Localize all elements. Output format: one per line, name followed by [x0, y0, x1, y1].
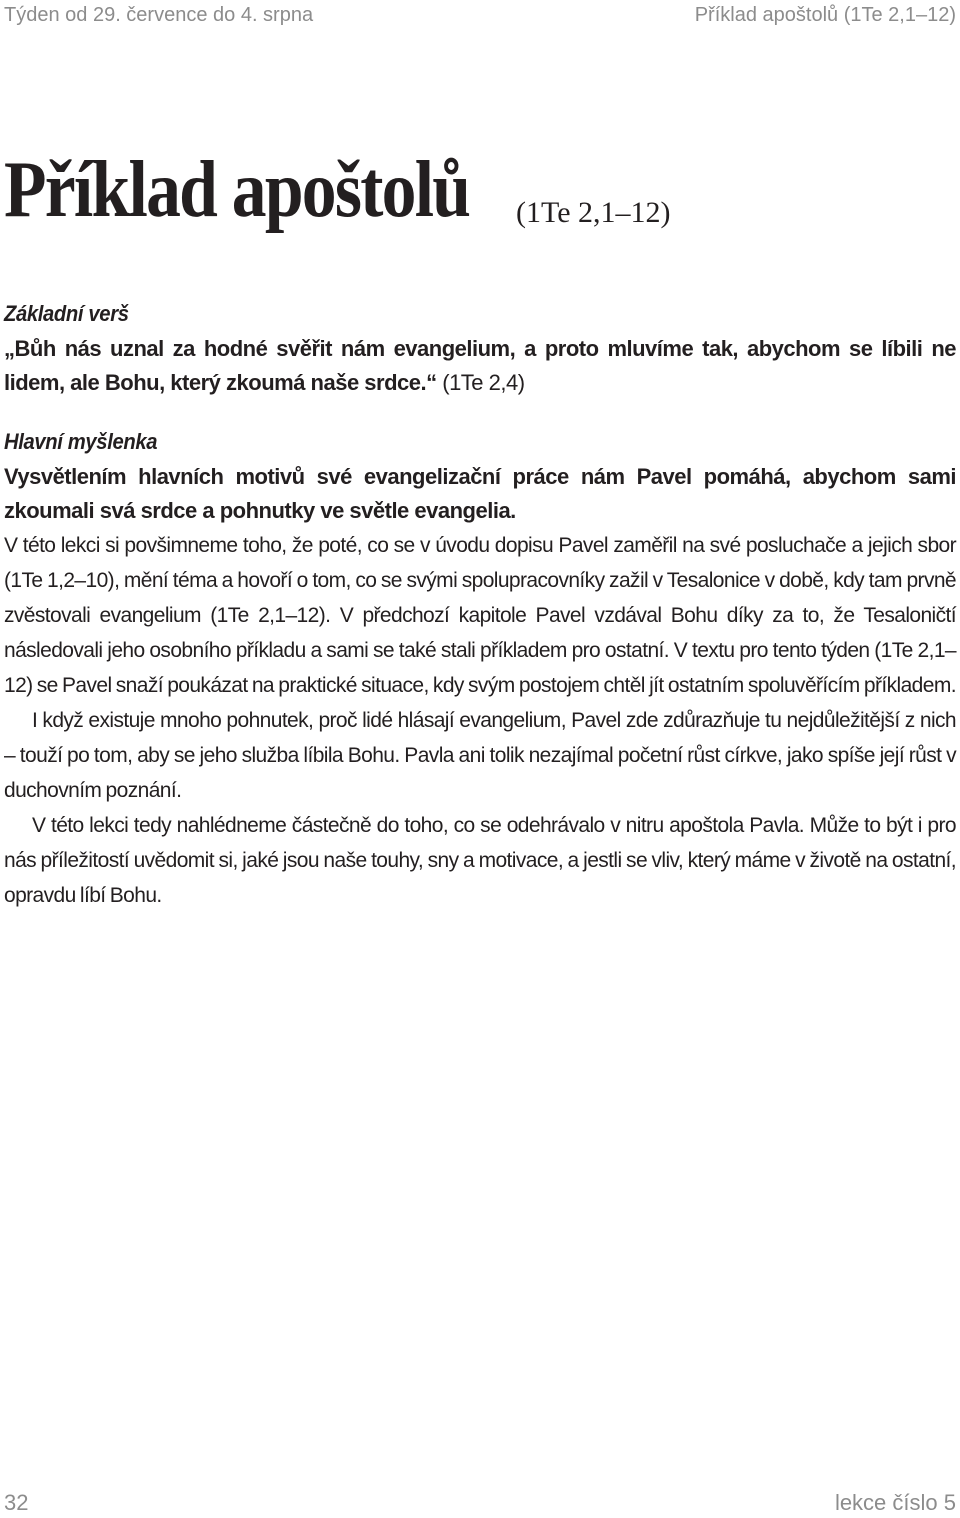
key-verse-reference: (1Te 2,4) — [436, 370, 525, 395]
running-header-lesson-title: Příklad apoštolů (1Te 2,1–12) — [694, 4, 956, 26]
lesson-content — [4, 296, 956, 913]
lesson-title-reference: (1Te 2,1–12) — [516, 196, 671, 229]
key-verse-heading: Základní verš — [4, 301, 129, 326]
lesson-title-main: Příklad apoštolů — [4, 146, 470, 234]
key-verse — [4, 332, 956, 400]
main-thought-heading: Hlavní myšlenka — [4, 429, 158, 454]
running-header — [4, 4, 956, 32]
page-number: 32 — [4, 1490, 29, 1515]
body-paragraph-1: V této lekci si povšimneme toho, že poté, co se v úvodu dopisu Pavel zaměřil na své posluchače a jejich sbor (1Te 1,2–10), mění téma a hovoří o tom, co se svými spolupracovníky zažil v Tesalonice v době, kdy tam prvně zvěstovali evangelium (1Te 2,1–12). V předchozí kapitole Pavel vzdával Bohu díky za to, že Tesaloničtí následovali jeho osobního příkladu a sami se také stali příkladem pro ostatní. V textu pro tento týden (1Te 2,1–12) se Pavel snaží poukázat na praktické situace, kdy svým postojem chtěl jít ostatním spoluvěřícím příkladem. — [4, 534, 956, 697]
lesson-title — [4, 146, 944, 234]
spacer — [4, 400, 956, 424]
key-verse-text: „Bůh nás uznal za hodné svěřit nám evangelium, a proto mluvíme tak, abychom se líbili ne lidem, ale Bohu, který zkoumá naše srdce.“ — [4, 336, 956, 395]
main-thought-text: Vysvětlením hlavních motivů své evangelizační práce nám Pavel pomáhá, abychom sami zkoumali svá srdce a pohnutky ve světle evangelia. — [4, 464, 956, 523]
lesson-number: lekce číslo 5 — [834, 1490, 956, 1515]
page-footer — [4, 1486, 956, 1516]
running-header-week: Týden od 29. července do 4. srpna — [4, 4, 314, 26]
body-paragraph-2: I když existuje mnoho pohnutek, proč lidé hlásají evangelium, Pavel zde zdůrazňuje tu nejdůležitější z nich – touží po tom, aby se jeho služba líbila Bohu. Pavla ani tolik nezajímal početní růst církve, jako spíše její růst v duchovním poznání. — [4, 709, 956, 802]
body-paragraph-3: V této lekci tedy nahlédneme částečně do toho, co se odehrávalo v nitru apoštola Pavla. Může to být i pro nás příležitostí uvědomit si, jaké jsou naše touhy, sny a motivace, a jestli se vliv, který máme v životě na ostatní, opravdu líbí Bohu. — [4, 814, 956, 907]
